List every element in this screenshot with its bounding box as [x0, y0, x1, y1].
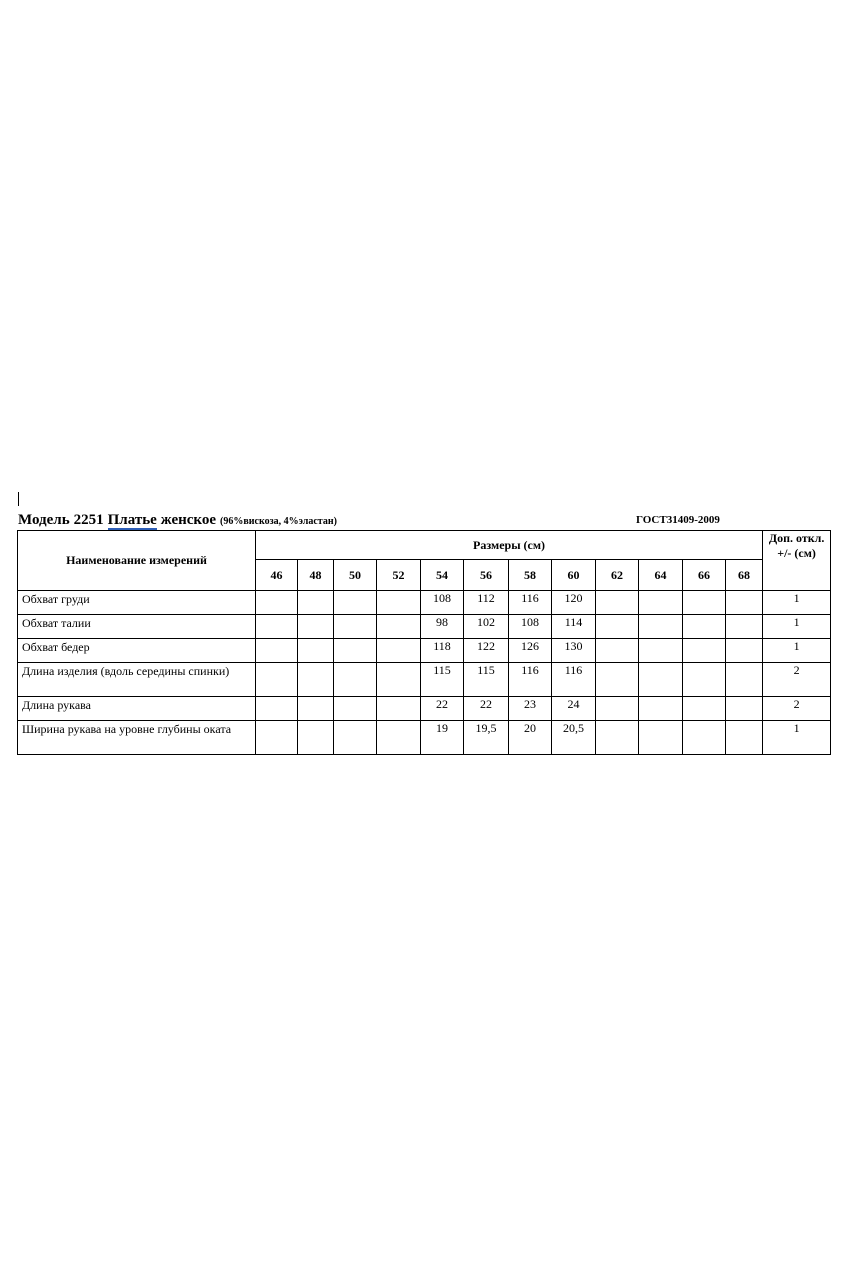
measurement-value: 23 [509, 697, 552, 721]
measurement-value [726, 697, 763, 721]
model-number: 2251 [73, 512, 104, 528]
measurement-name: Длина изделия (вдоль середины спинки) [18, 663, 256, 697]
measurement-value [377, 697, 421, 721]
measurement-value: 130 [552, 639, 596, 663]
tolerance-header: Доп. откл. +/- (см) [763, 531, 831, 591]
size-header-cell: 56 [464, 560, 509, 591]
measurement-value: 116 [509, 591, 552, 615]
size-header-cell: 58 [509, 560, 552, 591]
table-row [18, 721, 831, 755]
measurement-value: 20,5 [552, 721, 596, 755]
measurement-value [683, 639, 726, 663]
garment-name: Платье [107, 512, 157, 528]
model-label: Модель [18, 512, 70, 528]
tolerance-value: 1 [763, 615, 831, 639]
tolerance-value: 1 [763, 721, 831, 755]
measurement-value [683, 697, 726, 721]
measurement-value: 102 [464, 615, 509, 639]
measurement-name: Длина рукава [18, 697, 256, 721]
size-header-cell: 68 [726, 560, 763, 591]
measurement-value [726, 591, 763, 615]
model-title [18, 511, 337, 529]
measurement-name-header: Наименование измерений [18, 531, 256, 591]
measurement-value [256, 663, 298, 697]
tolerance-value: 1 [763, 591, 831, 615]
text-cursor [18, 492, 19, 506]
measurement-value [334, 663, 377, 697]
garment-type: женское [160, 512, 217, 528]
table-row [18, 639, 831, 663]
measurement-value: 115 [421, 663, 464, 697]
measurement-value [256, 591, 298, 615]
table-row [18, 663, 831, 697]
measurement-value: 114 [552, 615, 596, 639]
measurement-value [726, 721, 763, 755]
measurement-value [256, 615, 298, 639]
table-body [18, 591, 831, 755]
size-header-cell: 46 [256, 560, 298, 591]
tolerance-value: 2 [763, 697, 831, 721]
measurement-value: 108 [421, 591, 464, 615]
measurement-value [639, 615, 683, 639]
measurement-value [334, 639, 377, 663]
measurement-value [298, 663, 334, 697]
tolerance-value: 1 [763, 639, 831, 663]
measurement-value [334, 615, 377, 639]
table-row [18, 591, 831, 615]
measurement-value: 24 [552, 697, 596, 721]
size-header-cell: 50 [334, 560, 377, 591]
measurement-value [256, 721, 298, 755]
measurement-value [596, 721, 639, 755]
standard-code: ГОСТ31409-2009 [636, 514, 720, 526]
size-header-cell: 64 [639, 560, 683, 591]
measurement-value [726, 639, 763, 663]
measurement-value: 22 [464, 697, 509, 721]
measurement-value: 98 [421, 615, 464, 639]
measurement-value [683, 615, 726, 639]
measurement-value: 108 [509, 615, 552, 639]
measurement-value: 120 [552, 591, 596, 615]
measurement-value [596, 615, 639, 639]
measurement-value [596, 639, 639, 663]
measurement-value: 19 [421, 721, 464, 755]
measurement-value [298, 591, 334, 615]
measurement-value [639, 639, 683, 663]
measurement-value [683, 663, 726, 697]
measurement-value [639, 591, 683, 615]
measurement-name: Обхват груди [18, 591, 256, 615]
size-header-cell: 62 [596, 560, 639, 591]
measurement-value: 22 [421, 697, 464, 721]
size-header-cell: 54 [421, 560, 464, 591]
measurement-value [726, 615, 763, 639]
measurement-value: 126 [509, 639, 552, 663]
sizes-header: Размеры (см) [256, 531, 763, 560]
size-header-cell: 60 [552, 560, 596, 591]
tolerance-value: 2 [763, 663, 831, 697]
measurement-value [596, 663, 639, 697]
measurement-value [726, 663, 763, 697]
measurement-value [683, 721, 726, 755]
measurement-value [596, 697, 639, 721]
measurement-value [377, 639, 421, 663]
measurement-value: 20 [509, 721, 552, 755]
measurement-value: 19,5 [464, 721, 509, 755]
measurement-value [298, 721, 334, 755]
measurement-value [377, 721, 421, 755]
measurement-value [377, 615, 421, 639]
document-title [18, 511, 828, 531]
measurement-value [298, 639, 334, 663]
measurement-value [334, 591, 377, 615]
measurement-value [377, 591, 421, 615]
measurement-value [683, 591, 726, 615]
measurement-value [256, 639, 298, 663]
measurement-value [639, 697, 683, 721]
size-table [17, 530, 831, 755]
measurement-value [298, 697, 334, 721]
measurement-name: Обхват талии [18, 615, 256, 639]
size-header-cell: 52 [377, 560, 421, 591]
measurement-value: 112 [464, 591, 509, 615]
measurement-value [639, 721, 683, 755]
measurement-value [334, 697, 377, 721]
measurement-value [298, 615, 334, 639]
measurement-value: 116 [552, 663, 596, 697]
measurement-value: 116 [509, 663, 552, 697]
measurement-value [596, 591, 639, 615]
table-row [18, 697, 831, 721]
measurement-value: 118 [421, 639, 464, 663]
measurement-value [377, 663, 421, 697]
measurement-value: 115 [464, 663, 509, 697]
measurement-name: Обхват бедер [18, 639, 256, 663]
size-header-cell: 66 [683, 560, 726, 591]
fabric-composition: (96%вискоза, 4%эластан) [220, 516, 337, 527]
measurement-value [334, 721, 377, 755]
measurement-name: Ширина рукава на уровне глубины оката [18, 721, 256, 755]
size-header-cell: 48 [298, 560, 334, 591]
table-row [18, 615, 831, 639]
measurement-value [639, 663, 683, 697]
measurement-value: 122 [464, 639, 509, 663]
measurement-value [256, 697, 298, 721]
